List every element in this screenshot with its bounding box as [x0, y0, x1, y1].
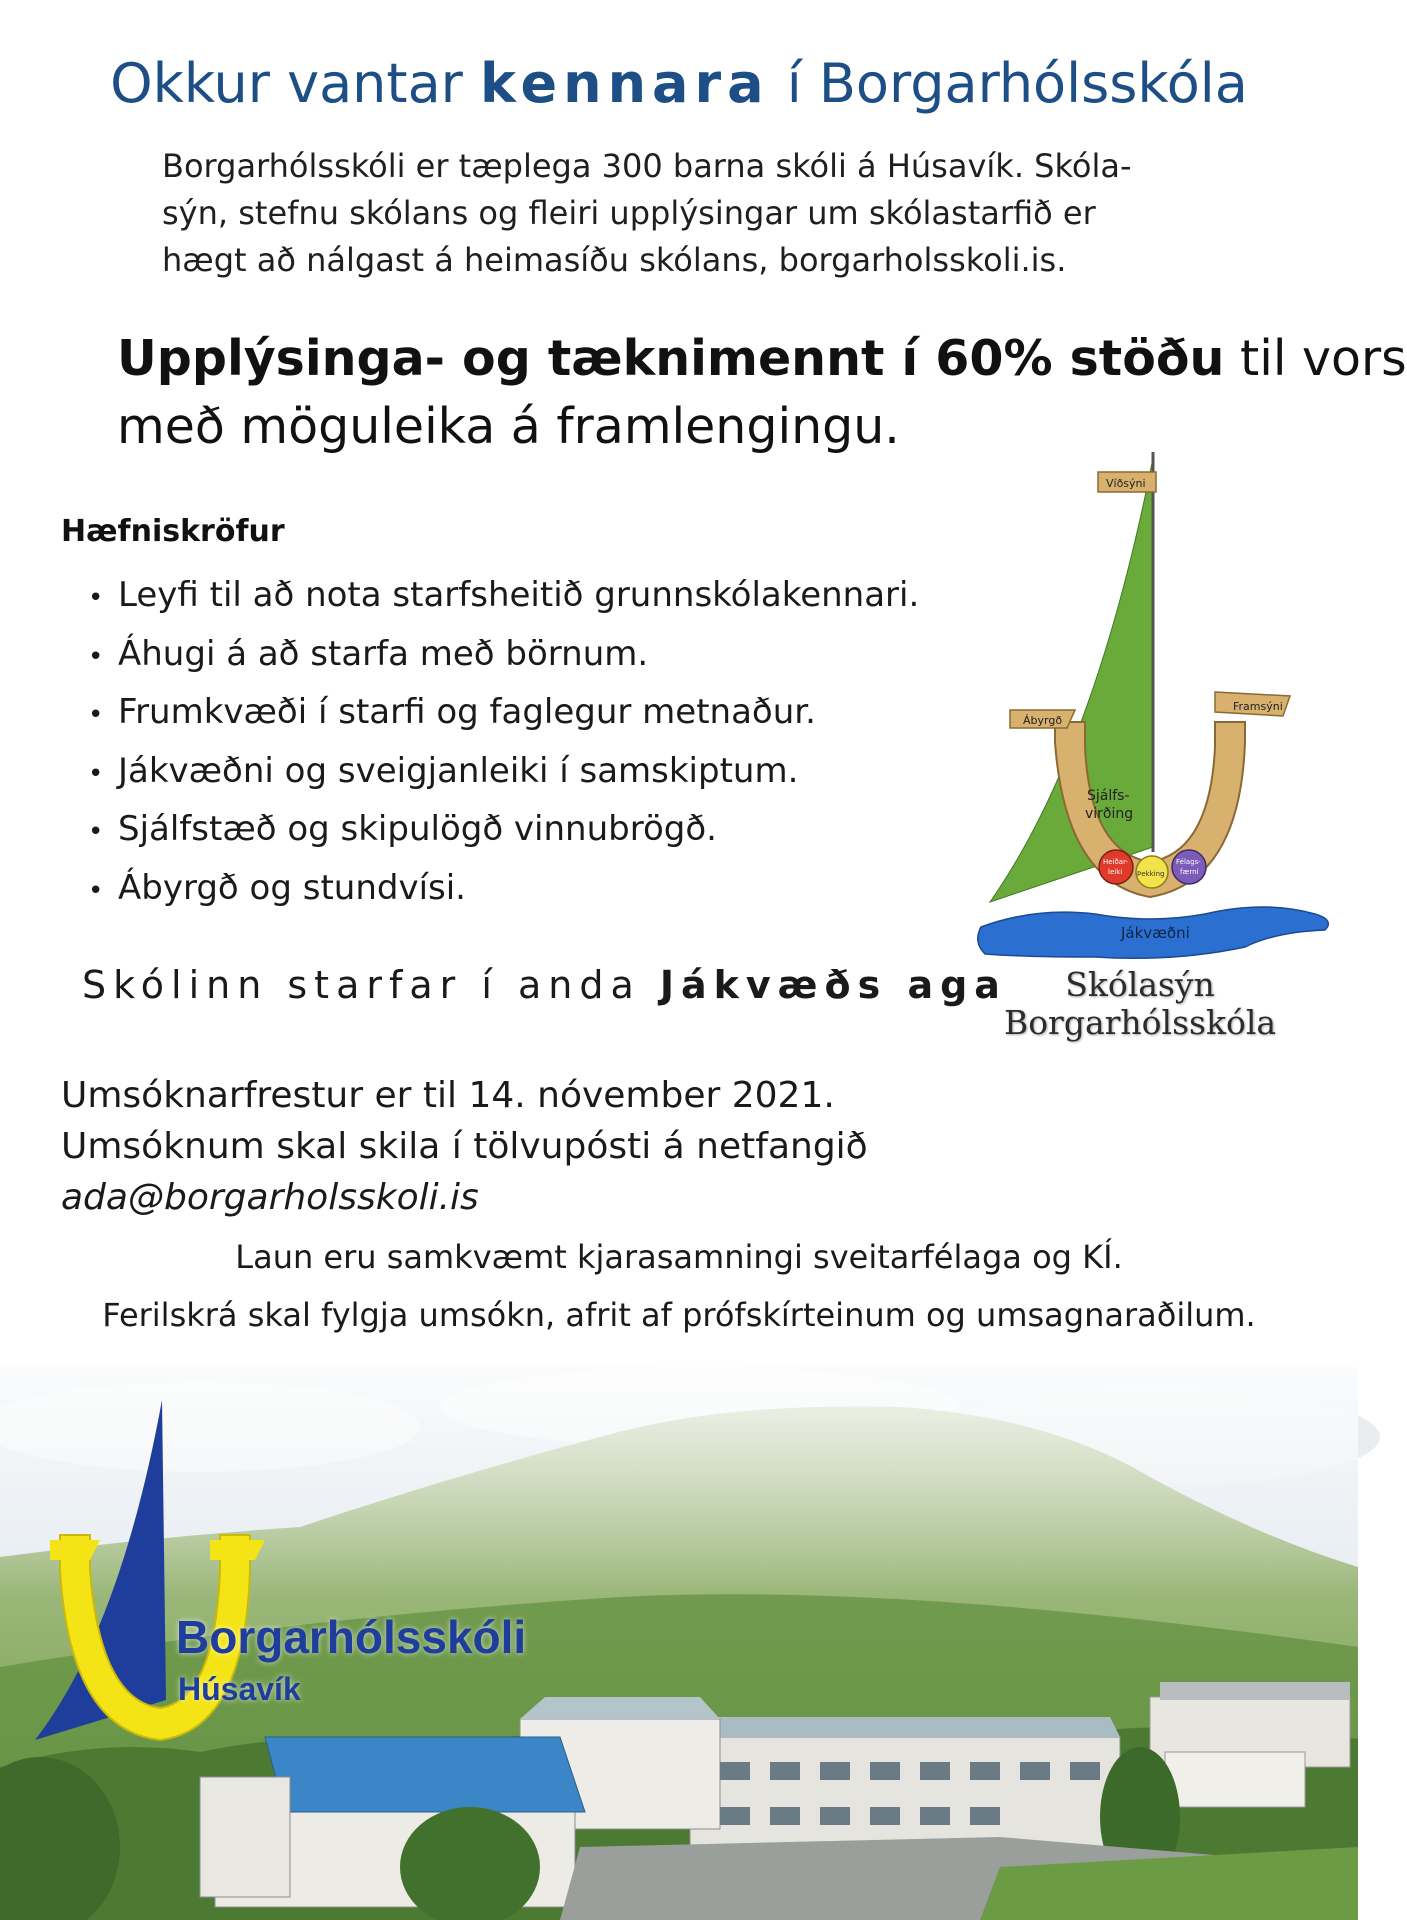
label-heidarleiki-2: leiki — [1108, 868, 1123, 876]
label-felagsfaerni-2: færni — [1180, 868, 1199, 876]
vision-caption — [990, 966, 1290, 1042]
position-line2: með möguleika á framlengingu. — [117, 398, 900, 455]
school-name: Borgarhólsskóli — [176, 1611, 527, 1663]
label-abyrgd: Ábyrgð — [1023, 714, 1063, 727]
requirement-text: Frumkvæði í starfi og faglegur metnaður. — [118, 692, 816, 732]
label-felagsfaerni-1: Félags- — [1176, 858, 1201, 866]
bullet: • — [88, 583, 104, 613]
label-virding: virðing — [1085, 806, 1134, 822]
intro-line: hægt að nálgast á heimasíðu skólans, borgarholsskoli.is. — [162, 241, 1067, 279]
intro-line: sýn, stefnu skólans og fleiri upplýsingar um skólastarfið er — [162, 194, 1096, 232]
position-rest: til vors — [1224, 330, 1407, 387]
label-framsyni: Framsýni — [1233, 700, 1283, 713]
cv-text: Ferilskrá skal fylgja umsókn, afrit af prófskírteinum og umsagnaraðilum. — [102, 1296, 1256, 1334]
instruction-text: Umsóknum skal skila í tölvupósti á netfangið — [61, 1126, 868, 1167]
list-item — [88, 742, 919, 801]
title-bold: kennara — [480, 52, 770, 115]
red-circle — [1099, 850, 1133, 884]
blue-roof — [265, 1737, 585, 1812]
bullet: • — [88, 817, 104, 847]
bullet: • — [88, 700, 104, 730]
page-title — [0, 52, 1358, 115]
requirements-list — [88, 566, 919, 917]
label-jakvaedni: Jákvæðni — [1121, 924, 1190, 942]
bullet: • — [88, 641, 104, 672]
motto — [82, 963, 1007, 1007]
vision-logo — [975, 452, 1335, 972]
list-item — [88, 566, 919, 625]
application-info — [61, 1070, 868, 1223]
sail-shape — [990, 458, 1153, 902]
position-bold: Upplýsinga- og tæknimennt í 60% stöðu — [117, 330, 1225, 387]
list-item — [88, 625, 919, 684]
caption-line: Borgarhólsskóla — [1003, 1003, 1277, 1042]
requirement-text: Sjálfstæð og skipulögð vinnubrögð. — [118, 809, 717, 849]
purple-circle — [1172, 850, 1206, 884]
requirement-text: Leyfi til að nota starfsheitið grunnskólakennari. — [118, 575, 920, 615]
position-heading — [117, 325, 1407, 461]
school-town: Húsavík — [178, 1671, 301, 1707]
email-link[interactable]: ada@borgarholsskoli.is — [61, 1177, 479, 1218]
label-vidsyni: Víðsýni — [1106, 477, 1146, 490]
bullet: • — [88, 875, 104, 906]
intro-line: Borgarhólsskóli er tæplega 300 barna skóli á Húsavík. Skóla- — [162, 147, 1132, 185]
intro-paragraph — [162, 143, 1252, 284]
requirement-text: Jákvæðni og sveigjanleiki í samskiptum. — [118, 750, 799, 791]
title-pre: Okkur vantar — [110, 52, 481, 115]
label-sjalfs: Sjálfs- — [1087, 788, 1130, 804]
requirement-text: Áhugi á að starfa með börnum. — [118, 633, 649, 674]
list-item — [88, 859, 919, 918]
deadline-text: Umsóknarfrestur er til 14. nóvember 2021. — [61, 1075, 835, 1116]
requirement-text: Ábyrgð og stundvísi. — [118, 867, 466, 908]
bullet: • — [88, 758, 104, 789]
salary-text: Laun eru samkvæmt kjarasamningi sveitarfélaga og KÍ. — [235, 1238, 1123, 1276]
list-item — [88, 683, 919, 742]
motto-bold: Jákvæðs aga — [659, 963, 1007, 1007]
list-item — [88, 800, 919, 859]
caption-line: Skólasýn — [1065, 965, 1215, 1004]
title-post: í Borgarhólsskóla — [769, 52, 1248, 115]
label-heidarleiki-1: Heiðar- — [1103, 858, 1129, 866]
label-thekking: Þekking — [1137, 870, 1165, 878]
requirements-heading: Hæfniskröfur — [61, 514, 285, 549]
motto-text: Skólinn starfar í anda — [82, 963, 660, 1007]
